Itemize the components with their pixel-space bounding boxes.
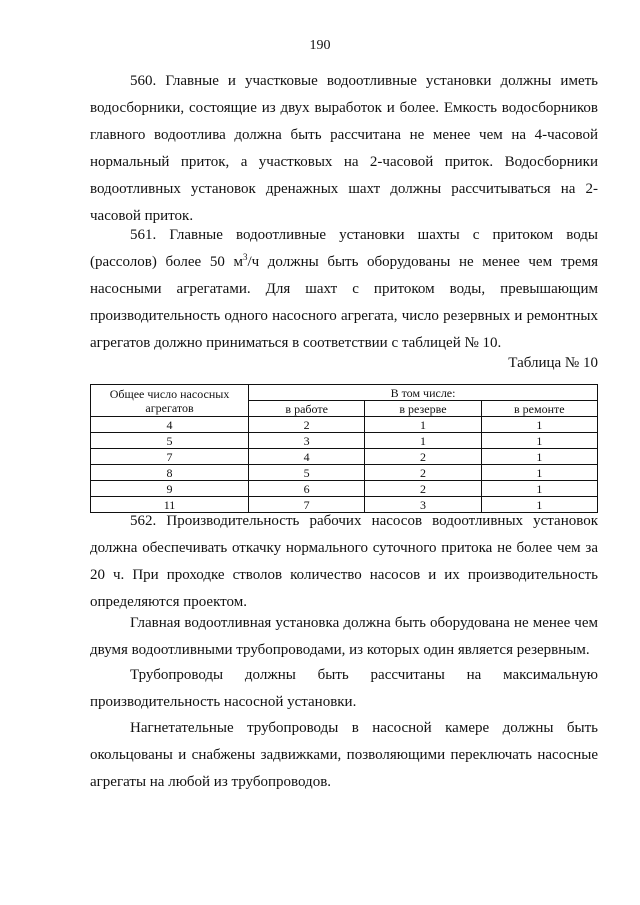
- paragraph-discharge-pipelines-text: Нагнетательные трубопроводы в насосной камере должны быть окольцованы и снабжены задвижками, позволяющими переключать насосные агрегаты на любой из трубопроводов.: [90, 720, 598, 790]
- cell-total: 8: [91, 465, 249, 481]
- table-row: [91, 449, 598, 465]
- cell-repair: 1: [481, 433, 597, 449]
- table-caption: Таблица № 10: [508, 355, 598, 371]
- table-header-row: [91, 385, 598, 401]
- paragraph-main-installation: [90, 610, 598, 664]
- cell-repair: 1: [481, 481, 597, 497]
- pump-table: [90, 384, 598, 513]
- paragraph-561: [90, 222, 598, 357]
- header-total-pumps: Общее число насосных агрегатов: [91, 385, 249, 417]
- table-row: [91, 417, 598, 433]
- paragraph-pipelines-text: Трубопроводы должны быть рассчитаны на максимальную производительность насосной установки.: [90, 667, 598, 710]
- cell-total: 7: [91, 449, 249, 465]
- cell-reserve: 3: [365, 497, 481, 513]
- cell-working: 2: [249, 417, 365, 433]
- cell-working: 5: [249, 465, 365, 481]
- page-number: 190: [309, 38, 331, 53]
- cell-reserve: 2: [365, 449, 481, 465]
- paragraph-560-text: 560. Главные и участковые водоотливные установки должны иметь водосборники, состоящие из двух выработок и более. Емкость водосборников главного водоотлива должна быть рассчитана не менее чем на 4-часовой нормальный приток, а участковых на 2-часовой приток. Водосборники водоотливных установок дренажных шахт должны рассчитываться на 2-часовой приток.: [90, 73, 598, 224]
- paragraph-562: [90, 508, 598, 616]
- cell-repair: 1: [481, 417, 597, 433]
- paragraph-560: [90, 68, 598, 230]
- paragraph-561-text-a: 561. Главные водоотливные установки шахты с притоком воды (рассолов) более 50 м: [90, 227, 598, 270]
- cell-total: 9: [91, 481, 249, 497]
- paragraph-main-installation-text: Главная водоотливная установка должна быть оборудована не менее чем двумя водоотливными трубопроводами, из которых один является резервным.: [90, 615, 598, 658]
- cell-repair: 1: [481, 465, 597, 481]
- header-including: В том числе:: [249, 385, 598, 401]
- cell-reserve: 1: [365, 433, 481, 449]
- cell-reserve: 2: [365, 465, 481, 481]
- paragraph-pipelines: [90, 662, 598, 716]
- cell-total: 5: [91, 433, 249, 449]
- table-row: [91, 465, 598, 481]
- cell-total: 11: [91, 497, 249, 513]
- cell-repair: 1: [481, 449, 597, 465]
- header-reserve: в резерве: [365, 401, 481, 417]
- cell-working: 4: [249, 449, 365, 465]
- paragraph-561-text-b: /ч должны быть оборудованы не менее чем тремя насосными агрегатами. Для шахт с притоком воды, превышающим производительность одного насосного агрегата, число резервных и ремонтных агрегатов должно приниматься в соответствии с таблицей № 10.: [90, 254, 598, 351]
- paragraph-562-text: 562. Производительность рабочих насосов водоотливных установок должна обеспечивать откачку нормального суточного притока не более чем за 20 ч. При проходке стволов количество насосов и их производительность определяются проектом.: [90, 513, 598, 610]
- cell-working: 7: [249, 497, 365, 513]
- paragraph-discharge-pipelines: [90, 715, 598, 796]
- header-repair: в ремонте: [481, 401, 597, 417]
- cell-working: 6: [249, 481, 365, 497]
- table-row: [91, 433, 598, 449]
- table-row: [91, 481, 598, 497]
- cell-working: 3: [249, 433, 365, 449]
- cell-reserve: 2: [365, 481, 481, 497]
- paragraph-561-superscript: 3: [242, 252, 248, 262]
- header-working: в работе: [249, 401, 365, 417]
- cell-reserve: 1: [365, 417, 481, 433]
- cell-repair: 1: [481, 497, 597, 513]
- cell-total: 4: [91, 417, 249, 433]
